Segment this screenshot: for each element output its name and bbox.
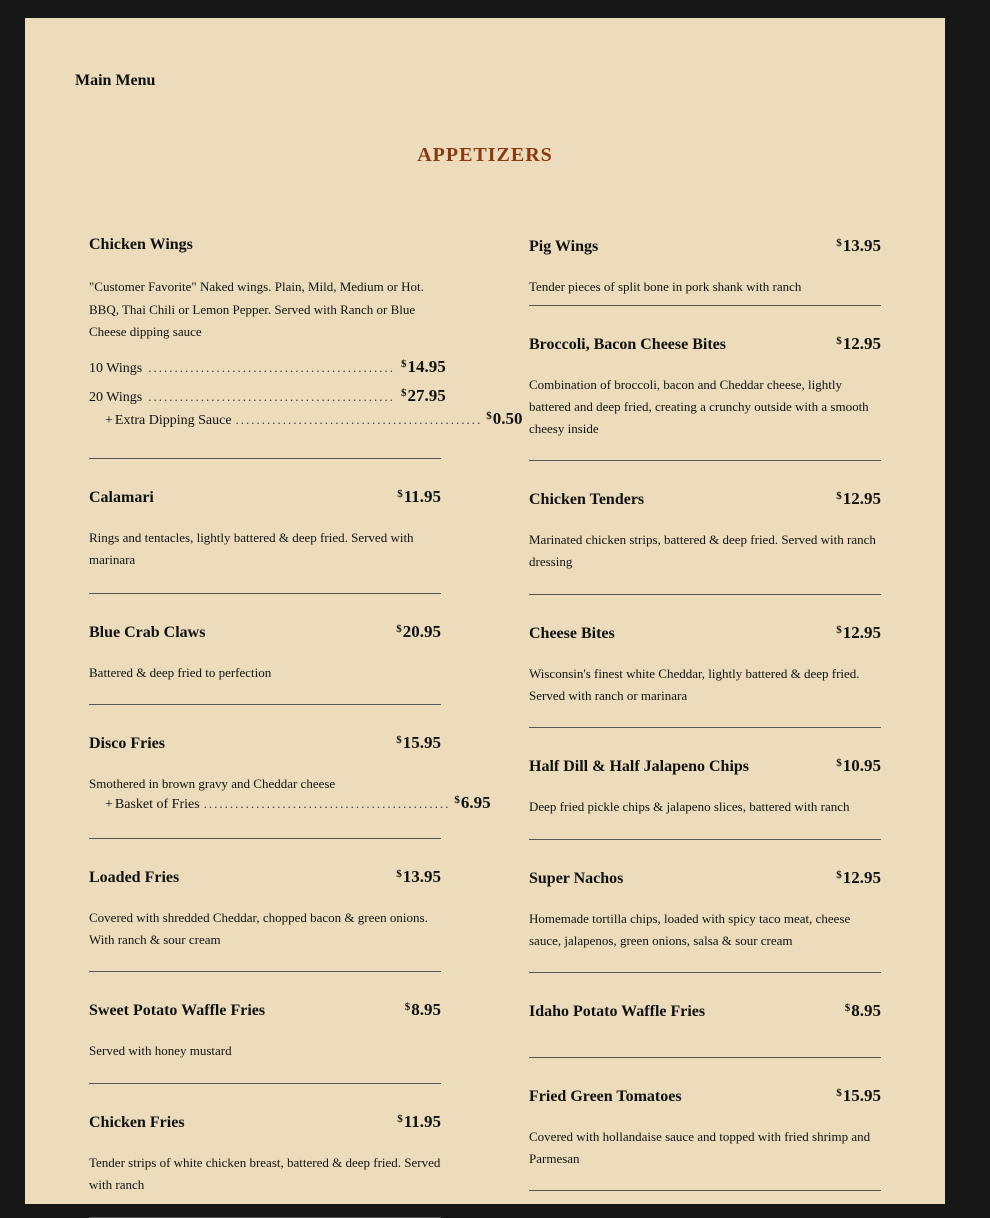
item-price: $8.95 [844, 1001, 881, 1020]
item-description: Deep fried pickle chips & jalapeno slices, battered with ranch [529, 799, 850, 814]
item-price: $11.95 [397, 1112, 441, 1131]
item-description: Wisconsin's finest white Cheddar, lightly battered & deep fried. Served with ranch or marinara [529, 666, 860, 703]
menu-item-idaho-potato-waffle-fries [529, 973, 881, 1058]
item-name: Half Dill & Half Jalapeno Chips [529, 758, 750, 775]
option-price: $27.95 [401, 385, 446, 405]
item-price: $12.95 [836, 868, 881, 887]
menu-item-loaded-fries [89, 839, 441, 972]
menu-item-chicken-fries [89, 1084, 441, 1218]
dot-leader: ............................................... [148, 359, 395, 375]
menu-item-cheese-bites [529, 595, 881, 728]
item-name: Blue Crab Claws [89, 624, 206, 641]
left-column [89, 222, 523, 1218]
item-name: Super Nachos [529, 870, 624, 887]
addon-row [89, 408, 523, 431]
option-row [89, 385, 446, 408]
item-description: Served with honey mustard [89, 1043, 232, 1058]
item-description: Combination of broccoli, bacon and Cheddar cheese, lightly battered and deep fried, creating a crunchy outside with a smooth cheesy inside [529, 377, 869, 436]
addon-price: $0.50 [486, 408, 523, 428]
dot-leader: ............................................... [203, 796, 451, 811]
item-name: Sweet Potato Waffle Fries [89, 1002, 266, 1019]
menu-item-blue-crab-claws [89, 594, 441, 705]
item-price: $12.95 [836, 489, 881, 508]
item-price: $11.95 [397, 487, 441, 506]
item-description: Homemade tortilla chips, loaded with spicy taco meat, cheese sauce, jalapenos, green onions, salsa & sour cream [529, 911, 851, 948]
right-column [529, 222, 881, 1191]
addon-label: + Extra Dipping Sauce [105, 412, 232, 428]
dot-leader: ............................................... [148, 388, 395, 404]
item-price: $10.95 [836, 756, 881, 775]
item-name: Idaho Potato Waffle Fries [529, 1003, 706, 1020]
menu-item-half-dill-jalapeno-chips [529, 728, 881, 840]
item-description: Covered with shredded Cheddar, chopped bacon & green onions. With ranch & sour cream [89, 910, 428, 947]
dot-leader: ............................................... [235, 411, 483, 427]
menu-item-super-nachos [529, 840, 881, 973]
item-price: $13.95 [396, 867, 441, 886]
item-price: $8.95 [404, 1000, 441, 1019]
item-name: Chicken Tenders [529, 491, 645, 508]
item-name: Chicken Wings [89, 236, 193, 253]
item-price: $20.95 [396, 622, 441, 641]
menu-item-sweet-potato-waffle-fries [89, 972, 441, 1084]
menu-item-fried-green-tomatoes [529, 1058, 881, 1191]
item-description: Covered with hollandaise sauce and topped with fried shrimp and Parmesan [529, 1129, 871, 1166]
menu-item-chicken-wings [89, 222, 523, 459]
item-price: $13.95 [836, 236, 881, 255]
item-price: $12.95 [836, 334, 881, 353]
item-price: $15.95 [836, 1086, 881, 1105]
addon-label: + Basket of Fries [105, 797, 200, 812]
option-label: 20 Wings [89, 389, 143, 405]
menu-page [25, 18, 945, 1204]
menu-item-disco-fries [89, 705, 491, 839]
item-description: Tender pieces of split bone in pork shank with ranch [529, 279, 802, 294]
option-price: $14.95 [401, 356, 446, 376]
item-name: Fried Green Tomatoes [529, 1088, 682, 1105]
menu-item-broccoli-bacon-cheese-bites [529, 306, 881, 461]
section-title: APPETIZERS [417, 144, 553, 166]
addon-price: $6.95 [454, 793, 491, 812]
item-name: Calamari [89, 489, 154, 506]
item-description: Smothered in brown gravy and Cheddar cheese [89, 776, 336, 791]
addon-row [89, 793, 491, 815]
item-price: $12.95 [836, 623, 881, 642]
menu-item-pig-wings [529, 222, 881, 306]
item-name: Disco Fries [89, 735, 165, 752]
option-row [89, 356, 446, 379]
item-description: "Customer Favorite" Naked wings. Plain, Mild, Medium or Hot. BBQ, Thai Chili or Lemon Pepper. Served with Ranch or Blue Cheese dipping sauce [89, 279, 424, 339]
menu-item-chicken-tenders [529, 461, 881, 595]
item-description: Rings and tentacles, lightly battered & deep fried. Served with marinara [89, 530, 414, 567]
item-description: Marinated chicken strips, battered & deep fried. Served with ranch dressing [529, 532, 876, 569]
menu-label: Main Menu [75, 72, 156, 89]
item-name: Chicken Fries [89, 1114, 185, 1131]
option-label: 10 Wings [89, 360, 143, 376]
item-name: Loaded Fries [89, 869, 180, 886]
item-name: Broccoli, Bacon Cheese Bites [529, 336, 727, 353]
item-name: Pig Wings [529, 238, 599, 255]
item-description: Tender strips of white chicken breast, battered & deep fried. Served with ranch [89, 1155, 441, 1192]
item-name: Cheese Bites [529, 625, 615, 642]
menu-item-calamari [89, 459, 441, 594]
item-price: $15.95 [396, 733, 441, 752]
item-description: Battered & deep fried to perfection [89, 665, 272, 680]
